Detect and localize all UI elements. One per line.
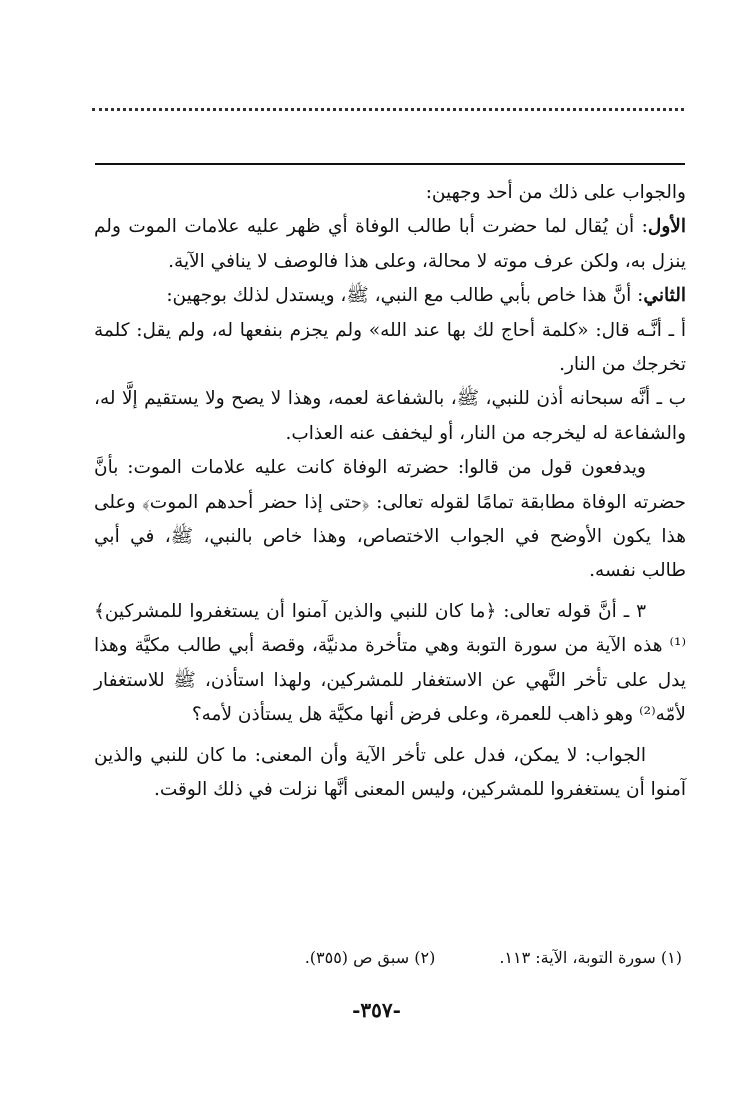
main-text [94,176,686,807]
label-first: الأول [647,216,686,238]
paragraph-rebuttal: ويدفعون قول من قالوا: حضرته الوفاة كانت عليه علامات الموت: بأنَّ حضرته الوفاة مطابقة تمامًا لقوله تعالى: ﴿حتى إذا حضر أحدهم الموت﴾ وعلى هذا يكون الأوضح في الجواب الاختصاص، وهذا خاص بالنبي، ﷺ، في أبي طالب نفسه. [94,457,686,582]
paragraph-second-text: : أنَّ هذا خاص بأبي طالب مع النبي، ﷺ، ويستدل لذلك بوجهين: [166,285,644,307]
footnote-2: (٢) سبق ص (٣٥٥). [304,948,436,967]
header-rule [95,163,685,165]
footnotes [110,946,682,970]
dotted-separator [92,108,684,111]
paragraph-a: أ ـ أنَّـه قال: «كلمة أحاج لك بها عند الله» ولم يجزم بنفعها له، ولم يقل: كلمة تخرجك من النار. [94,319,686,376]
paragraph-answer: الجواب: لا يمكن، فدل على تأخر الآية وأن المعنى: ما كان للنبي والذين آمنوا أن يستغفروا للمشركين، وليس المعنى أنَّها نزلت في ذلك الوقت. [94,744,686,800]
paragraph-first-text: : أن يُقال لما حضرت أبا طالب الوفاة أي ظهر عليه علامات الموت ولم ينزل به، ولكن عرف موته لا محالة، وعلى هذا فالوصف لا ينافي الآية. [94,216,686,272]
paragraph-second [94,279,686,313]
page-number: -٣٥٧- [352,998,401,1022]
paragraph-b: ب ـ أنَّه سبحانه أذن للنبي، ﷺ، بالشفاعة لعمه، وهذا لا يصح ولا يستقيم إلَّا له، والشفاعة له ليخرجه من النار، أو ليخفف عنه العذاب. [94,388,686,444]
paragraph-intro: والجواب على ذلك من أحد وجهين: [425,182,686,203]
label-second: الثاني [643,285,686,307]
paragraph-three: ٣ ـ أنَّ قوله تعالى: ﴿ما كان للنبي والذين آمنوا أن يستغفروا للمشركين﴾⁽¹⁾ هذه الآية من سورة التوبة وهي متأخرة مدنيَّة، وقصة أبي طالب مكيَّة وهذا يدل على تأخر النَّهي عن الاستغفار للمشركين، ولهذا استأذن، ﷺ للاستغفار لأمّه⁽²⁾ وهو ذاهب للعمرة، وعلى فرض أنها مكيَّة هل يستأذن لأمه؟ [94,600,686,726]
footnote-1: (١) سورة التوبة، الآية: ١١٣. [499,948,682,967]
paragraph-first [94,210,686,279]
